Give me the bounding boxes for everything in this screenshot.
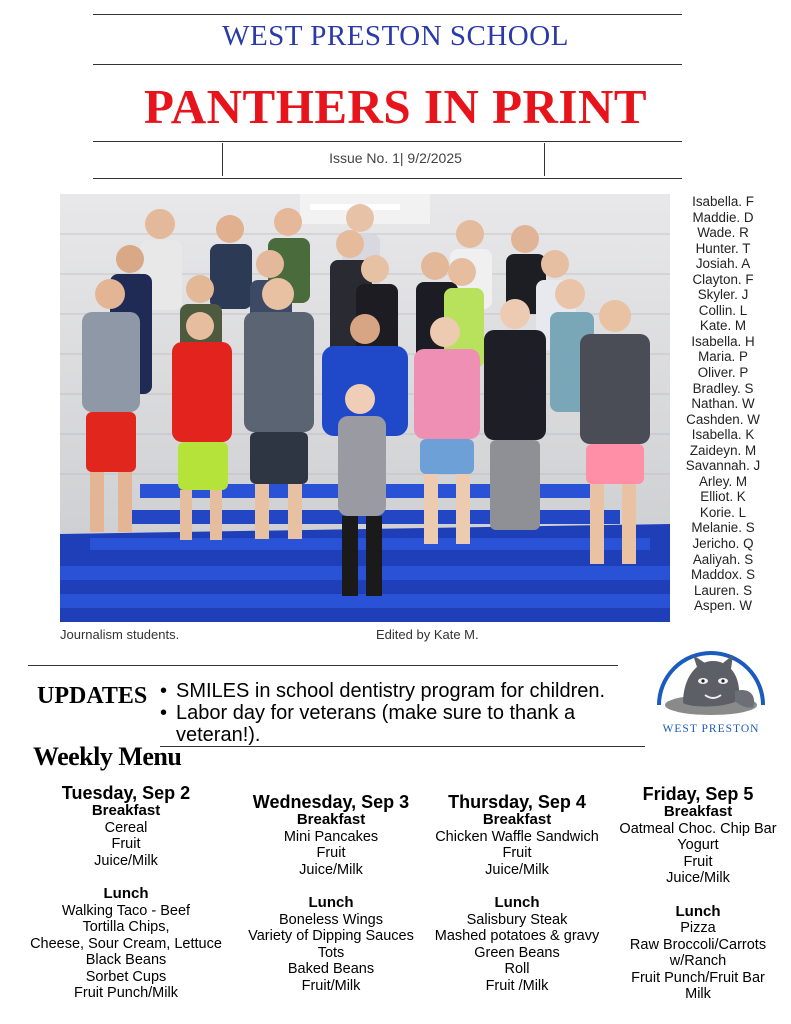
menu-item: Walking Taco - Beef [61, 902, 191, 919]
menu-item: Baked Beans [287, 961, 375, 977]
menu-item: w/Ranch [669, 953, 727, 969]
student-name: Collin. L [698, 302, 748, 318]
menu-item: Juice/Milk [485, 861, 549, 878]
breakfast-label: Breakfast [663, 803, 733, 820]
student-name: Korie. L [699, 504, 747, 520]
student-name: Lauren. S [693, 582, 753, 598]
student-name: Maddox. S [690, 567, 755, 583]
breakfast-label: Breakfast [296, 811, 366, 828]
student-name: Isabella. F [692, 194, 754, 209]
menu-day-friday [610, 784, 786, 1003]
weekly-menu-heading: Weekly Menu [33, 742, 182, 771]
lunch-label: Lunch [675, 902, 721, 920]
menu-item: Cereal [104, 819, 148, 836]
student-name: Jericho. Q [692, 536, 754, 552]
day-heading: Tuesday, Sep 2 [61, 783, 191, 803]
student-name: Aspen. W [693, 598, 753, 614]
menu-item: Milk [685, 986, 711, 1002]
group-photo [60, 194, 670, 622]
menu-item: Juice/Milk [94, 852, 158, 869]
menu-day-wednesday [236, 792, 426, 994]
update-item: • Labor day for veterans (make sure to thank a veteran!). [160, 702, 640, 746]
newspaper-title: PANTHERS IN PRINT [143, 79, 648, 134]
student-name: Wade. R [697, 225, 749, 241]
update-item: • SMILES in school dentistry program for children. [160, 680, 640, 702]
rule-below-issue [93, 178, 682, 179]
menu-item: Yogurt [677, 837, 719, 853]
photo-caption: Journalism students. [60, 627, 180, 642]
menu-item: Variety of Dipping Sauces [248, 928, 414, 944]
menu-item: Cheese, Sour Cream, Lettuce [30, 935, 222, 952]
breakfast-label: Breakfast [482, 811, 552, 828]
day-heading: Friday, Sep 5 [642, 784, 754, 804]
student-name: Josiah. A [695, 256, 751, 272]
menu-item: Fruit [111, 836, 141, 852]
menu-item: Boneless Wings [279, 911, 383, 928]
menu-item: Fruit [502, 845, 532, 861]
menu-day-thursday [424, 792, 610, 994]
logo-text: WEST PRESTON [662, 723, 760, 735]
menu-item: Fruit [316, 845, 346, 861]
student-name: Maria. P [698, 349, 748, 365]
student-name: Hunter. T [695, 240, 751, 256]
photo-credit: Edited by Kate M. [376, 627, 479, 642]
student-name: Nathan. W [691, 396, 755, 412]
menu-item: Fruit [683, 853, 713, 870]
student-name: Oliver. P [697, 365, 749, 381]
menu-item: Roll [504, 961, 530, 977]
lunch-label: Lunch [308, 894, 354, 911]
student-name: Kate. M [699, 318, 747, 334]
day-heading: Thursday, Sep 4 [448, 792, 586, 812]
student-name: Maddie. D [692, 209, 754, 225]
student-name: Isabella. H [691, 333, 755, 349]
student-name: Aaliyah. S [692, 551, 754, 567]
student-name: Isabella. K [691, 427, 755, 443]
student-name: Melanie. S [691, 520, 755, 536]
student-name: Clayton. F [692, 271, 754, 287]
menu-item: Chicken Waffle Sandwich [435, 828, 599, 845]
student-name-list [668, 194, 778, 614]
menu-item: Black Beans [85, 952, 167, 968]
menu-day-tuesday [20, 783, 232, 1002]
student-name: Elliot. K [700, 489, 746, 505]
rule-below-updates [160, 746, 645, 747]
issue-line: Issue No. 1| 9/2/2025 [329, 150, 462, 166]
student-name: Savannah. J [685, 458, 761, 474]
menu-item: Juice/Milk [666, 870, 730, 886]
menu-item: Sorbet Cups [85, 968, 167, 985]
lunch-label: Lunch [103, 885, 149, 902]
updates-list [160, 680, 640, 746]
lunch-label: Lunch [494, 894, 540, 911]
day-heading: Wednesday, Sep 3 [252, 792, 410, 812]
menu-item: Fruit Punch/Milk [74, 985, 178, 1001]
student-name: Arley. M [698, 473, 748, 489]
menu-item: Pizza [680, 920, 716, 936]
menu-item: Raw Broccoli/Carrots [629, 936, 767, 953]
rule-above-issue [93, 141, 682, 142]
rule-under-school [93, 64, 682, 65]
menu-item: Juice/Milk [299, 861, 363, 878]
issue-divider-right [544, 143, 545, 176]
top-rule [93, 14, 682, 15]
menu-item: Fruit Punch/Fruit Bar [631, 969, 765, 986]
student-name: Zaideyn. M [689, 442, 757, 458]
menu-item: Tortilla Chips, [82, 919, 170, 935]
menu-item: Fruit /Milk [485, 977, 549, 994]
breakfast-label: Breakfast [91, 802, 161, 819]
student-name: Cashden. W [686, 411, 760, 427]
menu-item: Mashed potatoes & gravy [434, 928, 600, 944]
updates-heading: UPDATES [37, 683, 148, 709]
menu-item: Salisbury Steak [466, 911, 568, 928]
student-name: Bradley. S [692, 380, 754, 396]
menu-item: Green Beans [474, 944, 560, 961]
student-name: Skyler. J [697, 287, 749, 303]
menu-item: Oatmeal Choc. Chip Bar [619, 820, 777, 837]
menu-item: Tots [317, 944, 345, 961]
menu-item: Fruit/Milk [301, 977, 361, 994]
school-name: WEST PRESTON SCHOOL [222, 20, 569, 52]
menu-item: Mini Pancakes [283, 828, 379, 845]
rule-above-updates [28, 665, 618, 666]
